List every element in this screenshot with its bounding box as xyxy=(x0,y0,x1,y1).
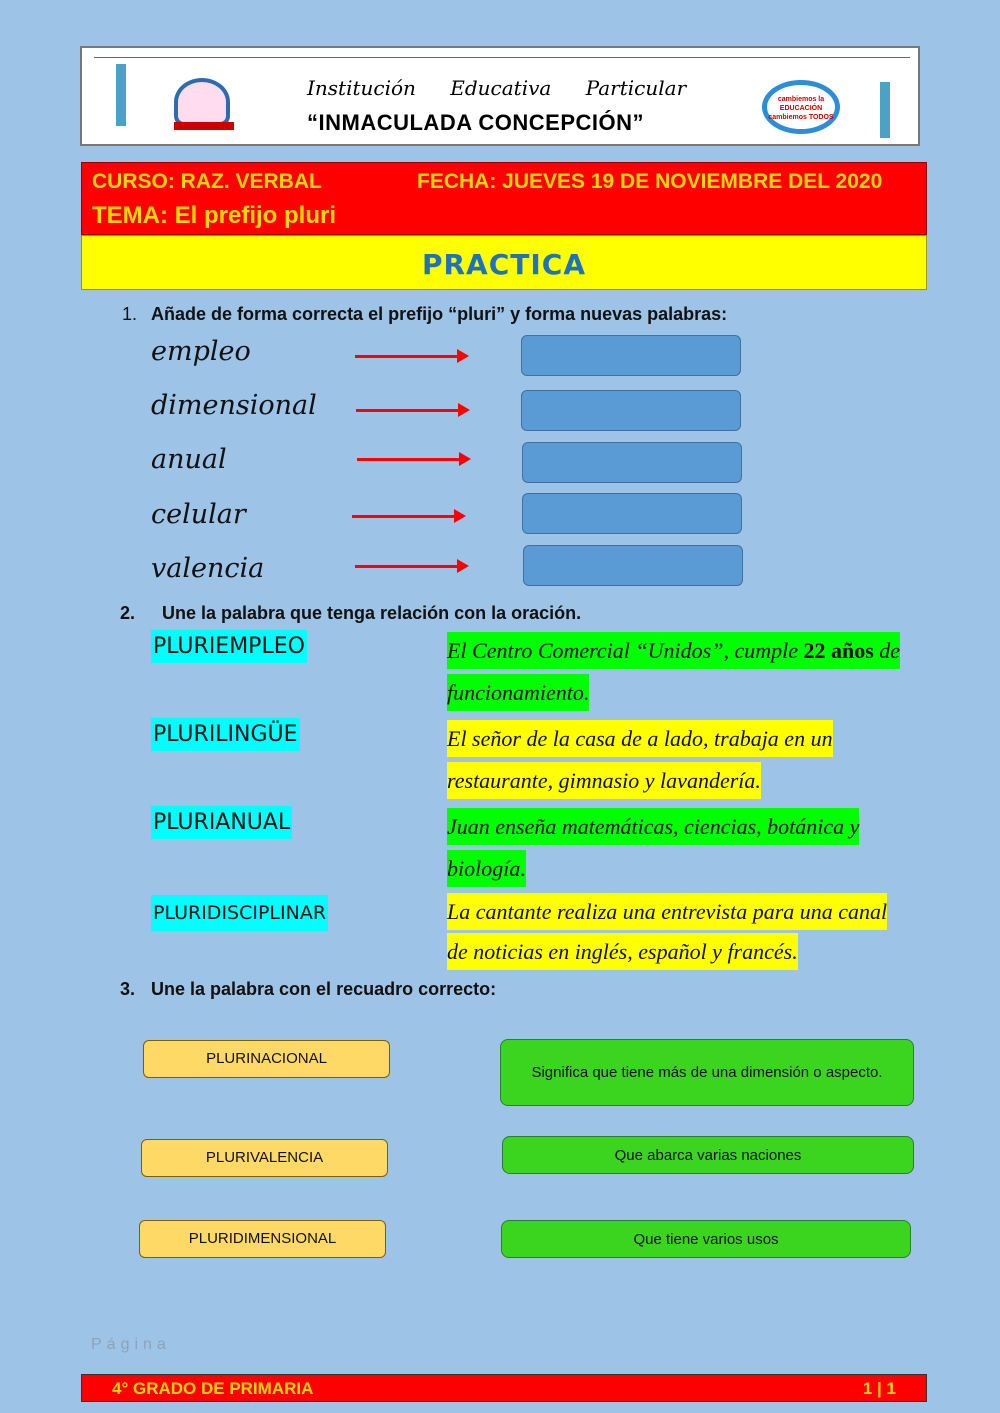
answer-input[interactable] xyxy=(521,335,741,376)
q1-prompt: Añade de forma correcta el prefijo “pluri” y forma nuevas palabras: xyxy=(151,304,728,324)
q3-definition[interactable]: Que abarca varias naciones xyxy=(502,1136,914,1174)
arrow-icon xyxy=(352,515,462,518)
sentence-text: La cantante realiza una entrevista para una canal de noticias en inglés, español y francés. xyxy=(447,893,887,970)
banner-bar-right xyxy=(880,82,890,138)
q3-definition[interactable]: Significa que tiene más de una dimensión o aspecto. xyxy=(500,1039,914,1106)
answer-input[interactable] xyxy=(522,493,742,534)
q2-prompt: Une la palabra que tenga relación con la oración. xyxy=(162,603,582,623)
q2-sentence[interactable] xyxy=(447,630,907,714)
institution-type: Institución Educativa Particular xyxy=(307,76,687,100)
course: CURSO: RAZ. VERBAL xyxy=(92,170,322,193)
answer-input[interactable] xyxy=(523,545,743,586)
arrow-icon xyxy=(355,565,465,568)
footer-bar xyxy=(81,1374,927,1402)
q2-word[interactable]: PLURIANUAL xyxy=(151,806,292,839)
q1-word: valencia xyxy=(151,553,265,584)
topic: TEMA: El prefijo pluri xyxy=(92,202,336,229)
answer-input[interactable] xyxy=(521,390,741,431)
banner-bar-left xyxy=(116,64,126,126)
page-title: PRACTICA xyxy=(81,235,927,290)
q2-sentence[interactable] xyxy=(447,718,907,802)
q1-number: 1. xyxy=(122,304,138,324)
q2-sentence[interactable] xyxy=(447,806,907,890)
sentence-bold: 22 años xyxy=(803,632,873,669)
q2-word[interactable]: PLURIEMPLEO xyxy=(151,630,307,663)
page-number: 1 | 1 xyxy=(862,1379,896,1398)
q3-prompt: Une la palabra con el recuadro correcto: xyxy=(151,979,497,999)
header-banner xyxy=(80,46,920,146)
q1-word: celular xyxy=(151,499,246,530)
q2-word[interactable]: PLURILINGÜE xyxy=(151,718,300,751)
school-logo xyxy=(174,78,230,126)
grade: 4° GRADO DE PRIMARIA xyxy=(112,1379,314,1398)
arrow-icon xyxy=(357,458,467,461)
q1-word: dimensional xyxy=(151,390,317,421)
info-bar xyxy=(81,162,927,235)
q3-definition[interactable]: Que tiene varios usos xyxy=(501,1220,911,1258)
institution-name: “INMACULADA CONCEPCIÓN” xyxy=(307,110,645,135)
sentence-text: de funcionamiento. xyxy=(447,632,900,711)
q3-word[interactable]: PLURIVALENCIA xyxy=(141,1139,388,1177)
q3-number: 3. xyxy=(120,979,136,999)
sentence-text: El Centro Comercial “Unidos”, cumple xyxy=(447,632,803,669)
sentence-text: Juan enseña matemáticas, ciencias, botánica y biología. xyxy=(447,808,859,887)
q3-word[interactable]: PLURINACIONAL xyxy=(143,1040,390,1078)
arrow-icon xyxy=(356,409,466,412)
page-label: Página xyxy=(91,1336,171,1353)
arrow-icon xyxy=(355,355,465,358)
sentence-text: El señor de la casa de a lado, trabaja en un restaurante, gimnasio y lavandería. xyxy=(447,720,833,799)
q1-word: anual xyxy=(151,444,227,475)
education-logo: cambiemos la EDUCACIÓN cambiemos TODOS xyxy=(762,80,840,134)
q2-number: 2. xyxy=(120,603,136,623)
date: FECHA: JUEVES 19 DE NOVIEMBRE DEL 2020 xyxy=(417,170,883,193)
q3-word[interactable]: PLURIDIMENSIONAL xyxy=(139,1220,386,1258)
q2-word[interactable]: PLURIDISCIPLINAR xyxy=(151,895,328,931)
q2-sentence[interactable] xyxy=(447,892,907,972)
answer-input[interactable] xyxy=(522,442,742,483)
q1-word: empleo xyxy=(151,336,251,367)
